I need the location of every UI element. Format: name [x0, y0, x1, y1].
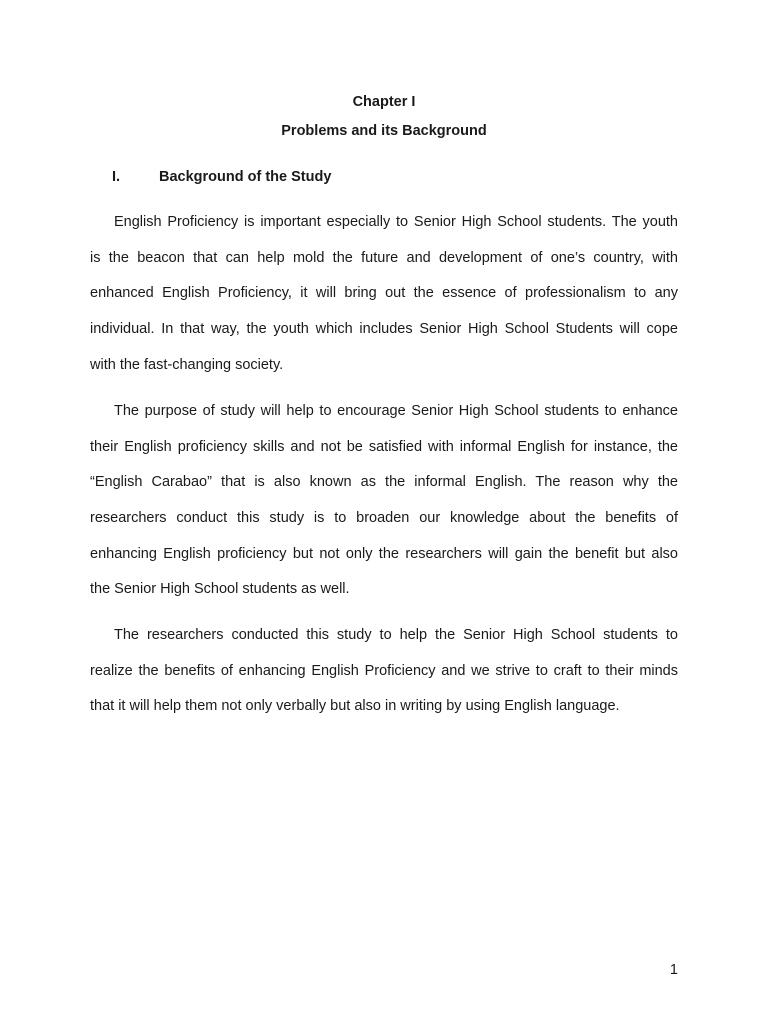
paragraph-line: researchers conduct this study is to broaden our knowledge about the benefits of	[90, 510, 678, 527]
paragraph-line: The researchers conducted this study to help the Senior High School students to	[114, 627, 678, 643]
chapter-title: Chapter I	[352, 94, 416, 110]
section-number: I.	[112, 169, 121, 185]
paragraph-line: enhancing English proficiency but not only the researchers will gain the benefit but also	[90, 545, 678, 562]
paragraph-1	[90, 205, 678, 383]
paragraph-line: with the fast-changing society.	[90, 356, 284, 373]
paragraph-line: their English proficiency skills and not be satisfied with informal English for instance, the	[90, 438, 678, 455]
paragraph-line: that it will help them not only verbally but also in writing by using English language.	[90, 698, 620, 715]
page-number: 1	[669, 962, 678, 978]
paragraph-line: The purpose of study will help to encourage Senior High School students to enhance	[114, 403, 678, 419]
paragraph-line: “English Carabao” that is also known as the informal English. The reason why the	[90, 474, 678, 491]
paragraph-3	[90, 618, 678, 725]
paragraph-line: the Senior High School students as well.	[90, 581, 350, 598]
paragraph-2	[90, 394, 678, 608]
chapter-subtitle: Problems and its Background	[281, 123, 487, 139]
paragraph-line: enhanced English Proficiency, it will bring out the essence of professionalism to any	[90, 285, 678, 302]
paragraph-line: individual. In that way, the youth which includes Senior High School Students will cope	[90, 321, 678, 338]
paragraph-line: English Proficiency is important especially to Senior High School students. The youth	[114, 214, 678, 230]
paragraph-line: is the beacon that can help mold the future and development of one’s country, with	[90, 249, 678, 266]
section-title: Background of the Study	[159, 169, 332, 185]
paragraph-line: realize the benefits of enhancing English Proficiency and we strive to craft to their minds	[90, 662, 678, 679]
section-heading	[112, 167, 331, 187]
